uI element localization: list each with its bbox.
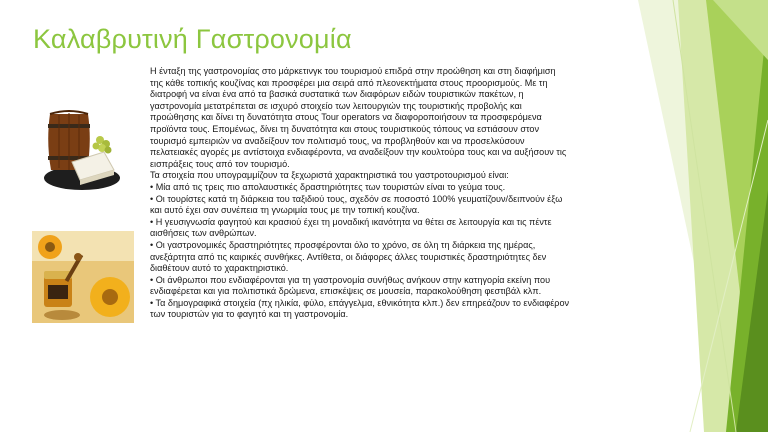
list-item: • Η γευσιγνωσία φαγητού και κρασιού έχει τη μοναδική ικανότητα να θέτει σε λειτουργία και τις πέντε αισθήσεις των ανθρώπων. bbox=[150, 216, 552, 239]
cheese-barrel-image bbox=[42, 100, 132, 195]
body-text bbox=[150, 66, 570, 321]
list-intro: Τα στοιχεία που υπογραμμίζουν τα ξεχωριστά χαρακτηριστικά του γαστροτουρισμού είναι: bbox=[150, 170, 509, 181]
intro-paragraph: Η ένταξη της γαστρονομίας στο μάρκετινγκ του τουρισμού επιδρά στην προώθηση και στη διαφήμιση της κάθε τοπικής κουζίνας και προσφέρει μια σειρά από πλεονεκτήματα στους προορισμούς. Με τη διατροφή να είναι ένα από τα βασικά συστατικά των διαφόρων ειδών τουριστικών πακέτων, η γαστρονομία μετατρέπεται σε ισχυρό στοιχείο των λειτουργιών της τουριστικής προβολής και προώθησης και δίνει τη δυνατότητα στους Tour operators να διαφοροποιήσουν τα προσφερόμενα προϊόντα τους. Επομένως, δίνει τη δυνατότητα και στους τουριστικούς τόπους να εστιάσουν στον τουρισμό εμπειριών να αναδείξουν τον πολιτισμό τους, να προβληθούν και να προσελκύσουν πελατειακές αγορές με αντίστοιχα ενδιαφέροντα, να αναδείξουν την κουλτούρα τους και να αυξήσουν τις εισπράξεις τους από τον τουρισμό. bbox=[150, 66, 567, 169]
sunflower-top-left bbox=[38, 235, 62, 259]
list-item: • Μία από τις τρεις πιο απολαυστικές δραστηριότητες των τουριστών είναι το γεύμα τους. bbox=[150, 181, 506, 192]
page-title: Καλαβρυτινή Γαστρονομία bbox=[33, 24, 352, 54]
sunflower-bottom-right bbox=[90, 277, 130, 317]
list-item: • Οι γαστρονομικές δραστηριότητες προσφέρονται όλο το χρόνο, σε όλη τη διάρκεια της ημέρας, ανεξάρτητα από τις καιρικές συνθήκες. Αντίθετα, οι διάφορες άλλες τουριστικές δραστηριότητες δεν διαθέτουν αυτό το χαρακτηριστικό. bbox=[150, 239, 547, 274]
honey-flowers-image bbox=[32, 231, 134, 323]
list-item: • Οι άνθρωποι που ενδιαφέρονται για τη γαστρονομία συνήθως ανήκουν στην κατηγορία εκείνη που ενδιαφέρεται και για πολιτιστικά δρώμενα, επισκέψεις σε μουσεία, παρακολούθηση φεστιβάλ κλπ. bbox=[150, 274, 551, 297]
list-item: • Οι τουρίστες κατά τη διάρκεια του ταξιδιού τους, σχεδόν σε ποσοστό 100% γευματίζουν/δειπνούν έξω και αυτό έχει σαν συνέπεια τη γνωριμία τους με την τοπική κουζίνα. bbox=[150, 193, 563, 216]
list-item: • Τα δημογραφικά στοιχεία (πχ ηλικία, φύλο, επάγγελμα, εθνικότητα κλπ.) δεν επηρεάζουν το ενδιαφέρον των τουριστών για το φαγητό και τη γαστρονομία. bbox=[150, 297, 570, 320]
